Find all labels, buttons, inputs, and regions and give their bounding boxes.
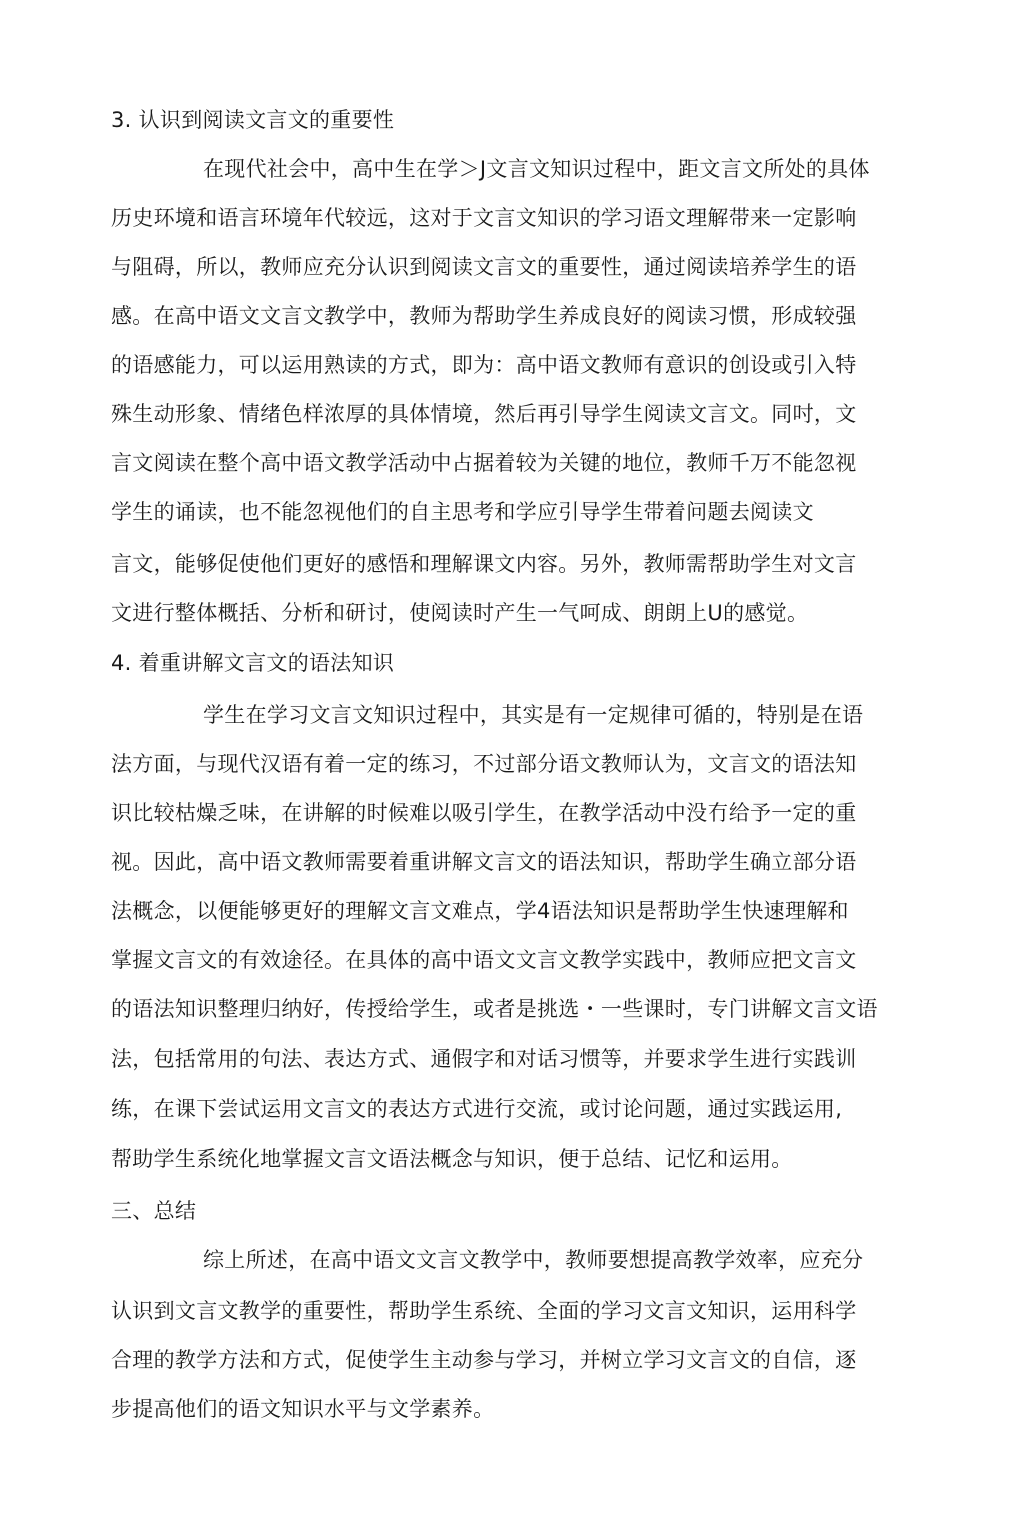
text-line: 综上所述，在高中语文文言文教学中，教师要想提高教学效率，应充分 <box>203 1248 864 1272</box>
text-line: 感。在高中语文文言文教学中，教师为帮助学生养成良好的阅读习惯，形成较强 <box>111 304 857 328</box>
text-line: 视。因此，高中语文教师需要着重讲解文言文的语法知识，帮助学生确立部分语 <box>111 850 857 874</box>
text-line: 识比较枯燥乏味，在讲解的时候难以吸引学生，在教学活动中没冇给予一定的重 <box>111 801 857 825</box>
text-line: 帮助学生系统化地掌握文言文语法概念与知识，便于总结、记忆和运用。 <box>111 1147 793 1171</box>
text-line: 认识到文言文教学的重要性，帮助学生系统、全面的学习文言文知识，运用科学 <box>111 1299 857 1323</box>
text-line: 掌握文言文的有效途径。在具体的高中语文文言文教学实践中，教师应把文言文 <box>111 948 857 972</box>
section-heading-4: 4. 着重讲解文言文的语法知识 <box>111 651 395 675</box>
text-line: 的语感能力，可以运用熟读的方式，即为：高中语文教师有意识的创设或引入特 <box>111 353 857 377</box>
text-line: 练，在课下尝试运用文言文的表达方式进行交流，或讨论问题，通过实践运用, <box>111 1097 843 1121</box>
text-line: 与阻碍，所以，教师应充分认识到阅读文言文的重要性，通过阅读培养学生的语 <box>111 255 857 279</box>
text-line: 在现代社会中，高中生在学＞J文言文知识过程中，距文言文所处的具体 <box>203 157 870 181</box>
text-line: 言文，能够促使他们更好的感悟和理解课文内容。另外，教师需帮助学生对文言 <box>111 552 857 576</box>
text-line: 言文阅读在整个高中语文教学活动中占据着较为关键的地位，教师千万不能忽视 <box>111 451 857 475</box>
text-line: 合理的教学方法和方式，促使学生主动参与学习，并树立学习文言文的自信，逐 <box>111 1348 857 1372</box>
section-heading-summary: 三、总结 <box>111 1199 197 1223</box>
text-line: 学生的诵读，也不能忽视他们的自主思考和学应引导学生带着问题去阅读文 <box>111 500 814 524</box>
text-line: 历史环境和语言环境年代较远，这对于文言文知识的学习语文理解带来一定影响 <box>111 206 857 230</box>
text-line: 学生在学习文言文知识过程中，其实是有一定规律可循的，特别是在语 <box>203 703 864 727</box>
section-heading-3: 3. 认识到阅读文言文的重要性 <box>111 108 395 132</box>
text-line: 的语法知识整理归纳好，传授给学生，或者是挑选・一些课时，专门讲解文言文语 <box>111 997 878 1021</box>
text-line: 文进行整体概括、分析和研讨，使阅读时产生一气呵成、朗朗上U的感觉。 <box>111 601 809 625</box>
text-line: 殊生动形象、情绪色样浓厚的具体情境，然后再引导学生阅读文言文。同吋，文 <box>111 402 857 426</box>
text-line: 法概念，以便能够更好的理解文言文难点，学4语法知识是帮助学生快速理解和 <box>111 899 849 923</box>
text-line: 法方面，与现代汉语有着一定的练习，不过部分语文教师认为，文言文的语法知 <box>111 752 857 776</box>
text-line: 步提高他们的语文知识水平与文学素养。 <box>111 1397 495 1421</box>
text-line: 法，包括常用的句法、表达方式、通假字和对话习惯等，并要求学生进行实践训 <box>111 1047 857 1071</box>
